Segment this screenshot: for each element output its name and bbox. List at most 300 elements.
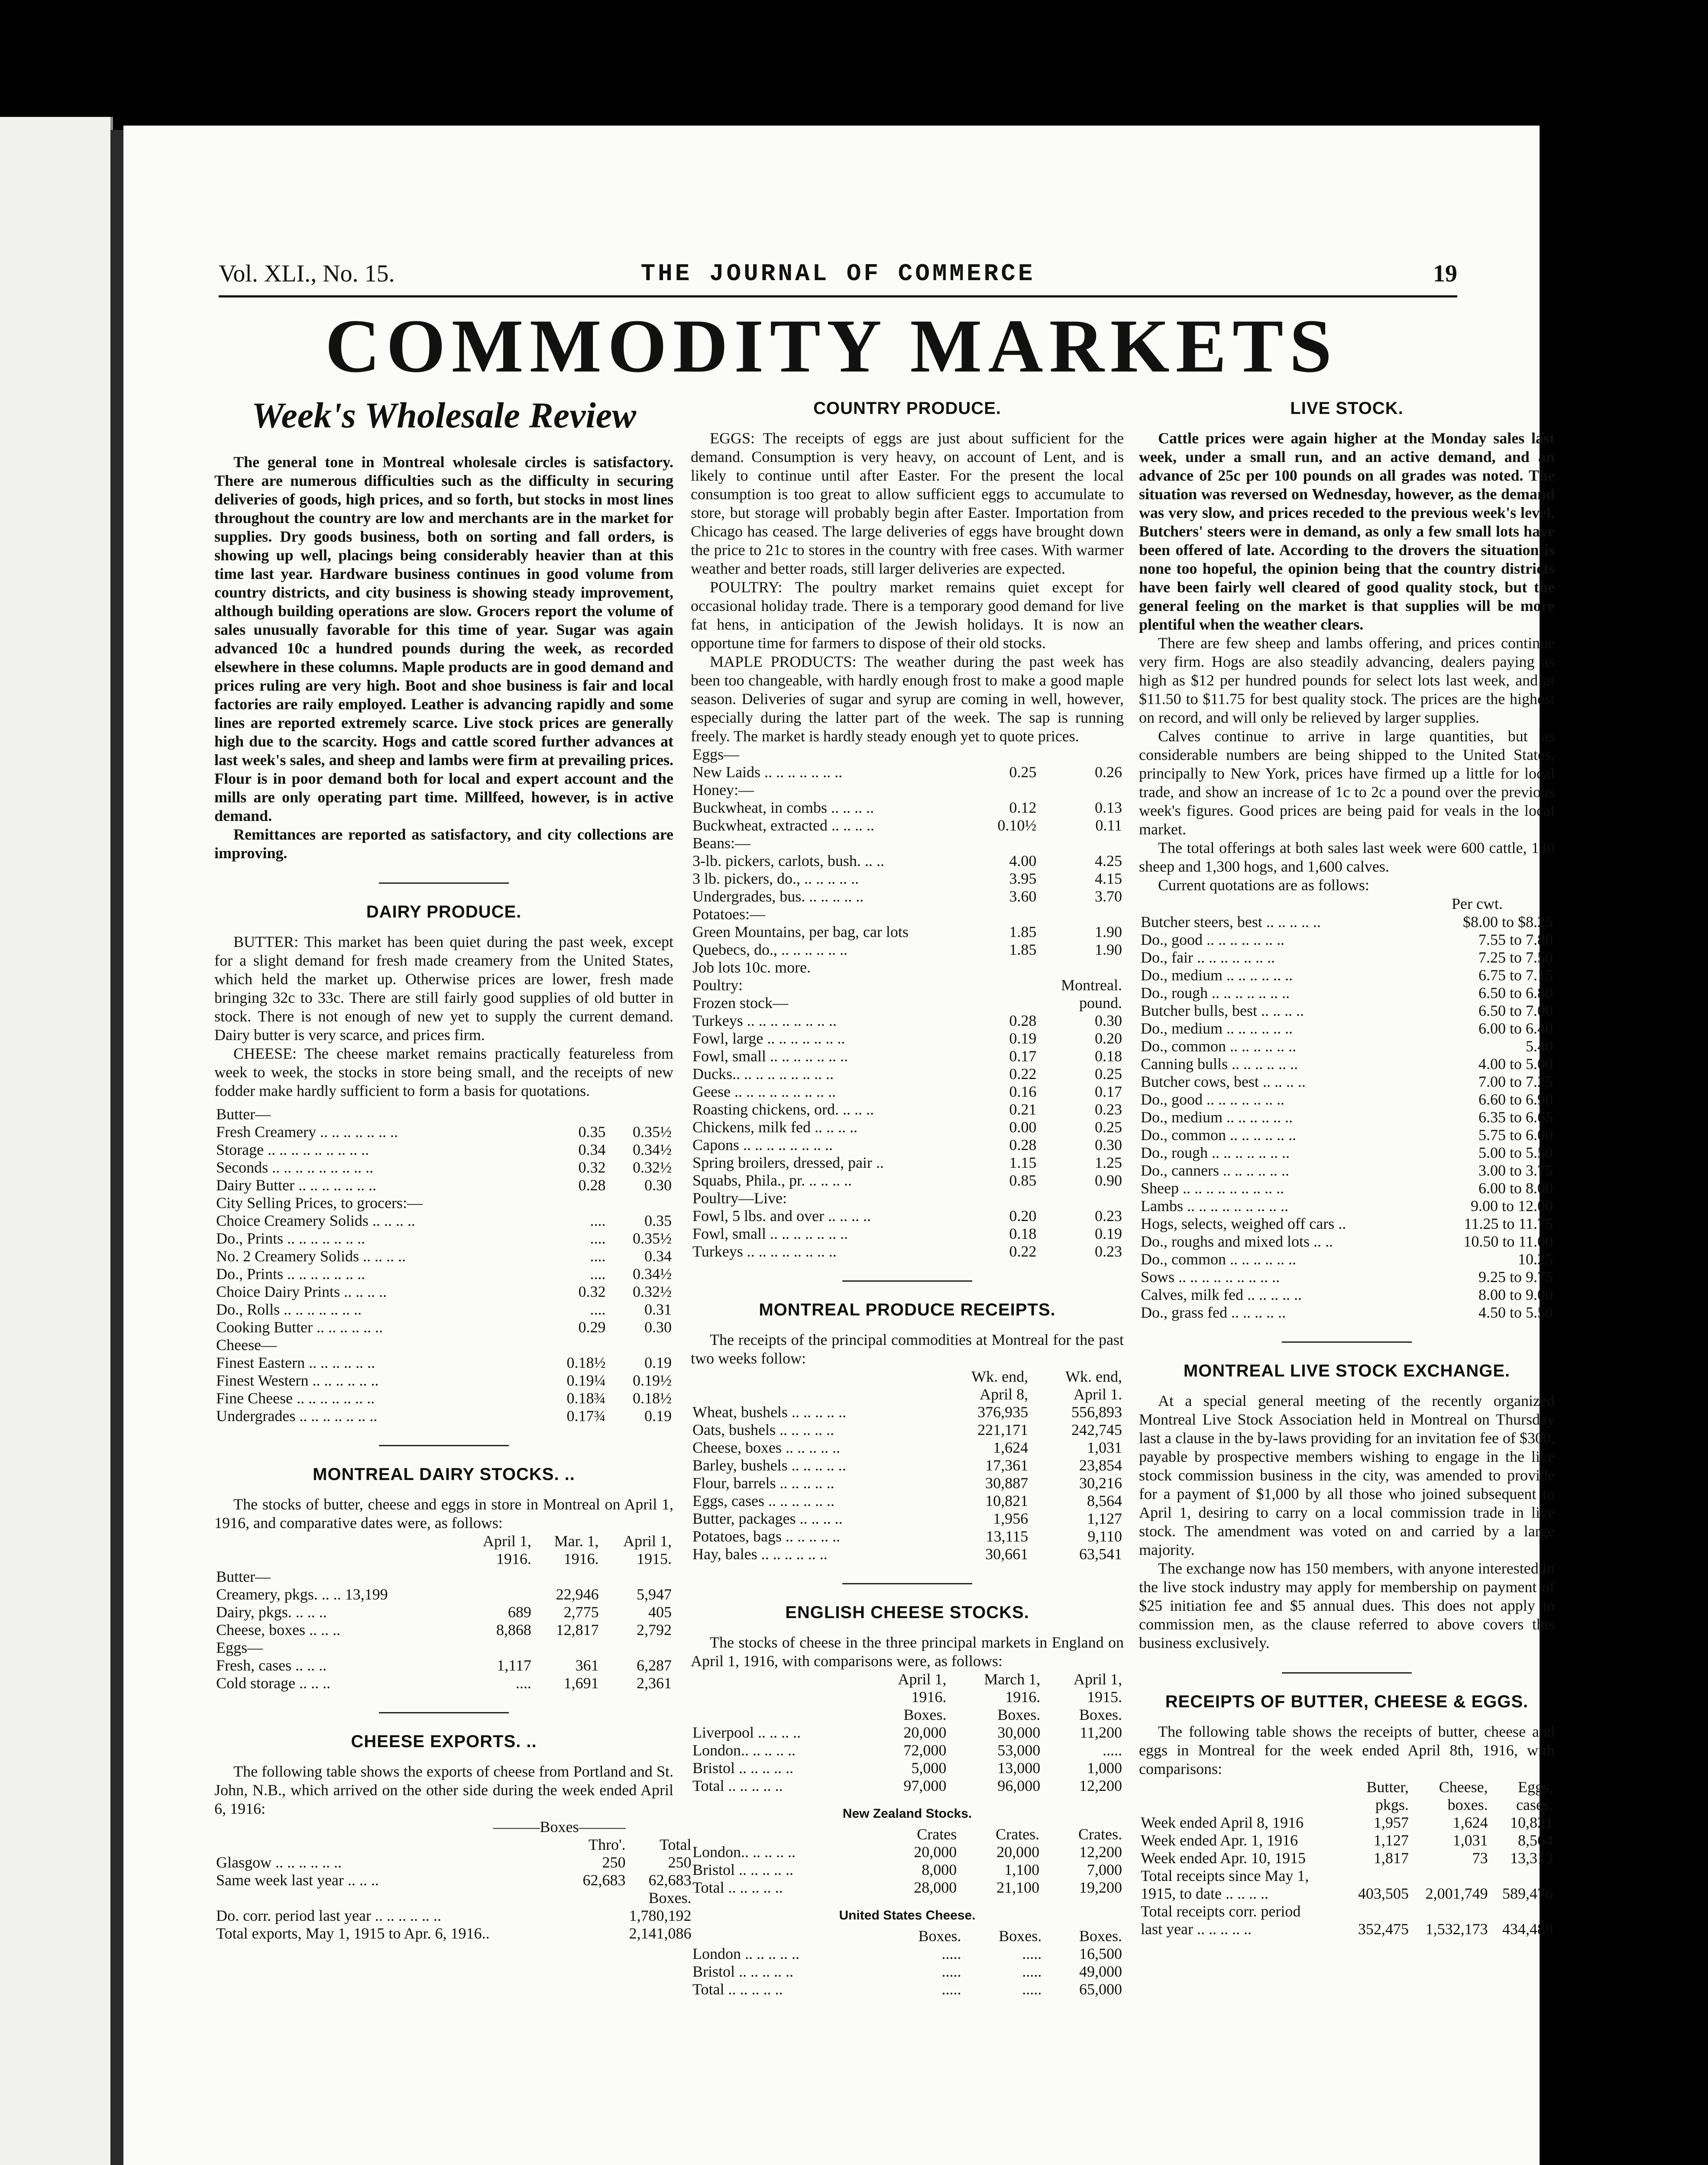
table-header-row	[691, 1927, 1124, 1945]
row-label: Choice Creamery Solids .. .. .. ..	[216, 1212, 415, 1229]
row-label	[691, 1671, 867, 1688]
row-value	[1038, 959, 1124, 976]
section-divider	[1282, 1672, 1412, 1674]
live-stock-row	[1139, 1197, 1555, 1215]
row-value	[607, 1105, 673, 1123]
dairy-stocks-row	[214, 1568, 673, 1586]
row-label: Potatoes, bags .. .. .. .. ..	[692, 1528, 840, 1545]
dairy-price-row	[214, 1212, 673, 1230]
english-cheese-title: ENGLISH CHEESE STOCKS.	[785, 1603, 1029, 1622]
row-value: 1916.	[496, 1550, 531, 1567]
row-value	[607, 1336, 673, 1354]
row-value	[533, 1568, 601, 1586]
produce-price-row	[691, 1154, 1124, 1172]
row-value: 0.32	[578, 1159, 606, 1176]
row-value: 376,935	[977, 1403, 1029, 1421]
cheese-exports-row	[214, 1925, 693, 1942]
bce-table	[1139, 1778, 1555, 1938]
row-value: 72,000	[903, 1742, 947, 1759]
bce-title: RECEIPTS OF BUTTER, CHEESE & EGGS.	[1165, 1692, 1529, 1711]
row-label: Seconds .. .. .. .. .. .. .. .. ..	[216, 1159, 373, 1176]
row-label: Undergrades .. .. .. .. .. .. ..	[216, 1407, 378, 1425]
live-stock-title: LIVE STOCK.	[1290, 399, 1404, 418]
row-value: 0.28	[1009, 1012, 1037, 1029]
row-value: 0.28	[578, 1176, 606, 1194]
section-divider	[1282, 1341, 1412, 1343]
nz-stocks-row	[691, 1879, 1124, 1897]
row-value	[982, 1189, 1038, 1207]
nz-stocks-row	[691, 1861, 1124, 1879]
row-value: 1.85	[1009, 941, 1037, 958]
row-value: 6.00 to 8.00	[1478, 1179, 1553, 1197]
dairy-price-row	[214, 1318, 673, 1336]
row-value: 1,127	[1373, 1832, 1409, 1849]
row-value: cases.	[1516, 1796, 1553, 1813]
produce-receipts-row	[691, 1510, 1124, 1528]
row-label: Fowl, large .. .. .. .. .. .. ..	[692, 1030, 845, 1047]
row-value: 10.25	[1518, 1251, 1553, 1268]
row-label: Turkeys .. .. .. .. .. .. .. ..	[692, 1243, 837, 1260]
row-value: April 1.	[1074, 1386, 1122, 1403]
row-label: Glasgow .. .. .. .. .. ..	[216, 1854, 342, 1871]
row-value: 12,200	[1079, 1777, 1122, 1794]
section-divider	[379, 882, 509, 884]
row-label: Eggs, cases .. .. .. .. .. ..	[692, 1492, 835, 1509]
table-header-row	[691, 1671, 1124, 1688]
produce-price-row	[691, 923, 1124, 941]
row-value: 5.40	[1526, 1037, 1553, 1055]
produce-price-row	[691, 1189, 1124, 1207]
row-label: Do., medium .. .. .. .. .. ..	[1141, 1020, 1293, 1037]
dairy-price-row	[214, 1407, 673, 1425]
row-value: ....	[590, 1230, 606, 1247]
row-value: 1.15	[1009, 1154, 1037, 1171]
row-value	[533, 1639, 601, 1657]
us-cheese-title: United States Cheese.	[839, 1908, 976, 1923]
row-value: 10.50 to 11.00	[1463, 1233, 1553, 1250]
row-value: 12,817	[556, 1621, 599, 1638]
nz-stocks-row	[691, 1843, 1124, 1861]
volume-number: Vol. XLI., No. 15.	[219, 260, 395, 287]
row-value: 0.32	[578, 1283, 606, 1300]
row-label: Do., roughs and mixed lots .. ..	[1141, 1233, 1333, 1250]
row-label: Beans:—	[692, 834, 750, 852]
live-stock-row	[1139, 1091, 1555, 1108]
us-cheese-row	[691, 1963, 1124, 1981]
row-value: 0.19	[644, 1407, 672, 1425]
row-value: 0.25	[1009, 763, 1037, 781]
row-value: 0.30	[1095, 1012, 1122, 1029]
section-divider	[379, 1445, 509, 1446]
row-label: Fowl, 5 lbs. and over .. .. .. ..	[692, 1207, 871, 1225]
row-value	[541, 1105, 608, 1123]
row-label: Total .. .. .. .. ..	[692, 1981, 783, 1998]
row-label: Do., canners .. .. .. .. .. ..	[1141, 1162, 1289, 1179]
row-value: 1,624	[1452, 1814, 1488, 1831]
row-label	[1139, 1778, 1346, 1796]
row-label: Capons .. .. .. .. .. .. .. ..	[692, 1136, 833, 1154]
row-label: Eggs—	[216, 1639, 263, 1656]
row-value: 0.18	[1009, 1225, 1037, 1242]
produce-price-row	[691, 976, 1124, 994]
produce-receipts-row	[691, 1492, 1124, 1510]
dairy-stocks-row	[214, 1621, 673, 1639]
row-label	[691, 1688, 867, 1706]
row-value: Eggs,	[1518, 1778, 1553, 1796]
english-cheese-text: The stocks of cheese in the three principal markets in England on April 1, 1916, with comparisons were, as follows:	[691, 1634, 1124, 1670]
row-label	[691, 1706, 867, 1724]
row-value	[1346, 1903, 1410, 1920]
row-value	[982, 746, 1038, 763]
live-stock-row	[1139, 1020, 1555, 1037]
row-value	[1490, 1903, 1555, 1920]
row-value: 3.00 to 3.75	[1478, 1162, 1553, 1179]
dairy-price-row	[214, 1159, 673, 1176]
row-label: London.. .. .. .. ..	[692, 1843, 796, 1861]
live-stock-text-2: There are few sheep and lambs offering, and prices continue very firm. Hogs are also steadily advancing, dealers paying as high as $12 per hundred pounds for select lots last week, and at $11.50 to $11.75 for best quality stock. The prices are the highest on record, and will only be relieved by larger supplies.	[1139, 634, 1555, 726]
row-value: 1,031	[1452, 1832, 1488, 1849]
produce-receipts-row	[691, 1403, 1124, 1421]
row-value: 6.75 to 7.15	[1478, 966, 1553, 984]
dairy-stocks-row	[214, 1586, 673, 1603]
produce-receipts-text: The receipts of the principal commodities at Montreal for the past two weeks follow:	[691, 1331, 1124, 1367]
produce-price-table	[691, 746, 1124, 1260]
row-value: 0.23	[1095, 1207, 1122, 1225]
row-value: April 1,	[623, 1532, 672, 1550]
row-value: 1,117	[497, 1657, 531, 1674]
row-value: 1916.	[1005, 1688, 1041, 1706]
cheese-exports-title: CHEESE EXPORTS. ..	[351, 1732, 537, 1751]
row-label: Choice Dairy Prints .. .. .. ..	[216, 1283, 387, 1300]
row-value: 1.85	[1009, 923, 1037, 940]
row-value: 65,000	[1079, 1981, 1122, 1998]
row-value: 689	[508, 1603, 531, 1621]
row-value: 13,000	[997, 1759, 1041, 1777]
row-label: New Laids .. .. .. .. .. .. ..	[692, 763, 842, 781]
row-value: 1,532,173	[1425, 1920, 1488, 1938]
row-value	[601, 1639, 673, 1657]
row-value	[1410, 1903, 1490, 1920]
live-stock-table	[1139, 913, 1555, 1322]
row-value: 4.25	[1095, 852, 1122, 869]
row-value: 1,956	[993, 1510, 1029, 1527]
row-value	[460, 1568, 533, 1586]
live-stock-row	[1139, 984, 1555, 1002]
row-value: 8,868	[496, 1621, 531, 1638]
row-value: 1.90	[1095, 941, 1122, 958]
row-label: Do., Prints .. .. .. .. .. .. ..	[216, 1265, 366, 1283]
produce-price-row	[691, 1172, 1124, 1189]
row-label: Flour, barrels .. .. .. .. ..	[692, 1474, 835, 1492]
row-value: 0.16	[1009, 1083, 1037, 1100]
row-value: April 1,	[482, 1532, 531, 1550]
table-header-row	[691, 1706, 1124, 1724]
cheese-exports-row	[214, 1871, 693, 1889]
dairy-price-row	[214, 1372, 673, 1389]
bce-row	[1139, 1903, 1555, 1920]
produce-price-row	[691, 1065, 1124, 1083]
row-value: boxes.	[1447, 1796, 1488, 1813]
row-label: London .. .. .. .. ..	[692, 1945, 799, 1962]
row-value: 8,000	[922, 1861, 957, 1878]
exchange-text-1: At a special general meeting of the recently organized Montreal Live Stock Association held in Montreal on Thursday last a clause in the by-laws providing for an invitation fee of $300, payable by prospective members wishing to engage in the live stock commission business in the city, was amended to provide for a payment of $1,000 by all those who joined subsequent to April 1, desiring to carry on a local commission trade in live stock. The amendment was voted on and carried by a large majority.	[1139, 1392, 1555, 1558]
row-value: 7,000	[1087, 1861, 1122, 1878]
row-value: 0.22	[1009, 1243, 1037, 1260]
review-title: Week's Wholesale Review	[251, 395, 637, 436]
row-label	[214, 1836, 491, 1854]
row-value: 1,817	[1373, 1849, 1409, 1867]
live-stock-row	[1139, 966, 1555, 984]
row-label: No. 2 Creamery Solids .. .. .. ..	[216, 1247, 406, 1265]
row-value: 0.35½	[633, 1230, 672, 1247]
produce-price-row	[691, 870, 1124, 888]
row-value: 0.26	[1095, 763, 1122, 781]
row-label: Cold storage .. .. ..	[216, 1674, 330, 1692]
row-value: 0.28	[1009, 1136, 1037, 1154]
row-value: 30,887	[985, 1474, 1029, 1492]
row-value: 434,489	[1502, 1920, 1553, 1938]
live-stock-row	[1139, 1179, 1555, 1197]
produce-receipts-row	[691, 1528, 1124, 1545]
row-label: Buckwheat, extracted .. .. .. ..	[692, 817, 874, 834]
row-value: 0.31	[644, 1301, 672, 1318]
row-label: Do., rough .. .. .. .. .. .. ..	[1141, 984, 1290, 1002]
row-value: 5.00 to 5.50	[1478, 1144, 1553, 1161]
row-value: 0.13	[1095, 799, 1122, 816]
cheese-exports-row	[214, 1907, 693, 1925]
dairy-stocks-row	[214, 1603, 673, 1621]
row-label: Cheese—	[216, 1336, 277, 1354]
row-value	[541, 1194, 608, 1212]
live-stock-row	[1139, 1251, 1555, 1268]
row-label: Do., fair .. .. .. .. .. .. ..	[1141, 949, 1275, 966]
running-header	[219, 260, 1457, 291]
dairy-stocks-title: MONTREAL DAIRY STOCKS. ..	[313, 1465, 575, 1484]
row-value	[982, 976, 1038, 994]
dairy-price-row	[214, 1141, 673, 1159]
row-label: Do., medium .. .. .. .. .. ..	[1141, 966, 1293, 984]
row-value: 4.00 to 5.00	[1478, 1055, 1553, 1073]
row-value: 11,200	[1080, 1724, 1122, 1741]
newspaper-page	[123, 126, 1555, 2165]
row-value: 250	[602, 1854, 626, 1871]
produce-price-row	[691, 1030, 1124, 1047]
row-value: .....	[1022, 1963, 1042, 1980]
row-value: 10,821	[985, 1492, 1029, 1509]
row-value: 7.00 to 7.25	[1478, 1073, 1553, 1090]
live-stock-text-3: Calves continue to arrive in large quantities, but as considerable numbers are being shipped to the United States, principally to New York, prices have firmed up a little for local trade, and show an increase of 1c to 2c a pound over the previous week's figures. Good prices are being paid for veals in the local market.	[1139, 727, 1555, 838]
row-value: 17,361	[985, 1457, 1029, 1474]
row-value: Total	[659, 1836, 692, 1853]
row-value: .....	[941, 1981, 961, 1998]
dairy-stocks-text: The stocks of butter, cheese and eggs in store in Montreal on April 1, 1916, and comparative dates were, as follows:	[214, 1496, 673, 1532]
row-value: 4.15	[1095, 870, 1122, 887]
dairy-stocks-table	[214, 1532, 673, 1692]
row-value: 8,564	[1518, 1832, 1553, 1849]
cheese-text: CHEESE: The cheese market remains practically featureless from week to week, the stocks in store being small, and the receipts of new fodder make hardly sufficient to form a basis for quotations.	[214, 1045, 673, 1099]
produce-receipts-row	[691, 1439, 1124, 1457]
live-stock-text-5: Current quotations are as follows:	[1158, 876, 1369, 894]
row-value: 3.60	[1009, 888, 1037, 905]
row-value: 0.19¼	[566, 1372, 606, 1389]
row-label	[691, 1826, 877, 1843]
row-value: Boxes.	[648, 1889, 692, 1906]
row-value: 6.50 to 7.00	[1478, 1002, 1553, 1019]
row-label: Week ended April 8, 1916	[1141, 1814, 1304, 1831]
row-label: Week ended Apr. 1, 1916	[1141, 1832, 1298, 1849]
row-value: Boxes.	[999, 1927, 1042, 1945]
produce-receipts-row	[691, 1545, 1124, 1563]
row-value: 0.35	[644, 1212, 672, 1229]
facing-page-edge	[0, 117, 113, 2165]
table-header-row	[691, 1368, 1124, 1386]
row-value: 13,115	[986, 1528, 1029, 1545]
dairy-price-table	[214, 1105, 673, 1425]
row-label: Bristol .. .. .. .. ..	[692, 1759, 794, 1777]
live-stock-row	[1139, 1002, 1555, 1020]
row-value: pkgs.	[1375, 1796, 1409, 1813]
row-value: 556,893	[1071, 1403, 1122, 1421]
row-value: 3.95	[1009, 870, 1037, 887]
row-label: 3 lb. pickers, do., .. .. .. .. ..	[692, 870, 859, 887]
table-header-row	[691, 1386, 1124, 1403]
row-label: Cooking Butter .. .. .. .. .. ..	[216, 1318, 383, 1336]
row-value: 1,127	[1087, 1510, 1122, 1527]
row-value: ....	[590, 1265, 606, 1283]
row-label: Ducks.. .. .. .. .. .. .. .. ..	[692, 1065, 834, 1082]
row-value: 0.32½	[633, 1159, 672, 1176]
cheese-exports-row	[214, 1889, 693, 1907]
row-value: Crates	[917, 1826, 957, 1843]
row-value: 0.29	[578, 1318, 606, 1336]
section-divider	[842, 1583, 972, 1584]
live-stock-text-4: The total offerings at both sales last week were 600 cattle, 130 sheep and 1,300 hogs, and 1,600 calves.	[1139, 839, 1555, 875]
dairy-price-row	[214, 1389, 673, 1407]
row-value: 5,947	[637, 1586, 672, 1603]
row-value: April 1,	[1074, 1671, 1122, 1688]
country-produce-title: COUNTRY PRODUCE.	[813, 399, 1001, 418]
row-value: 0.19	[644, 1354, 672, 1371]
dairy-price-row	[214, 1265, 673, 1283]
row-value: 28,000	[914, 1879, 957, 1896]
binding-gutter	[110, 130, 123, 2165]
row-value: 2,775	[563, 1603, 599, 1621]
produce-price-row	[691, 1136, 1124, 1154]
row-value: 0.17¾	[566, 1407, 606, 1425]
row-value: 0.19	[1009, 1030, 1037, 1047]
live-stock-row	[1139, 1304, 1555, 1322]
row-value: 13,313	[1510, 1849, 1553, 1867]
row-value: 405	[648, 1603, 672, 1621]
produce-price-row	[691, 1012, 1124, 1030]
row-label: Do., good .. .. .. .. .. .. ..	[1141, 1091, 1284, 1108]
produce-price-row	[691, 763, 1124, 781]
row-value: 1,624	[993, 1439, 1029, 1456]
row-label: Butter—	[216, 1568, 271, 1585]
row-value	[1038, 1189, 1124, 1207]
row-label: Green Mountains, per bag, car lots	[692, 923, 909, 940]
produce-price-row	[691, 799, 1124, 817]
us-cheese-row	[691, 1945, 1124, 1963]
row-value: 1,031	[1087, 1439, 1122, 1456]
row-value: .....	[941, 1963, 961, 1980]
produce-price-row	[691, 905, 1124, 923]
row-label: Do., common .. .. .. .. .. ..	[1141, 1037, 1296, 1055]
row-value: 7.25 to 7.50	[1478, 949, 1553, 966]
section-divider	[379, 1712, 509, 1713]
row-value: 0.34	[644, 1247, 672, 1265]
row-value: 6.60 to 6.90	[1478, 1091, 1553, 1108]
row-value: Boxes.	[1079, 1706, 1122, 1723]
row-value: 0.19½	[633, 1372, 672, 1389]
row-value: 0.18½	[566, 1354, 606, 1371]
column-right	[1139, 394, 1555, 1938]
masthead: COMMODITY MARKETS	[325, 304, 1338, 388]
row-value: 1916.	[911, 1688, 947, 1706]
row-value: 1915.	[637, 1550, 672, 1567]
row-label: Poultry—Live:	[692, 1189, 787, 1207]
row-value: 11.25 to 11.75	[1464, 1215, 1553, 1232]
row-value: 403,505	[1358, 1885, 1409, 1902]
produce-price-row	[691, 1101, 1124, 1118]
row-value	[607, 1194, 673, 1212]
row-label: Butcher steers, best .. .. .. .. ..	[1141, 913, 1321, 931]
row-label	[214, 1889, 491, 1907]
live-stock-row	[1139, 1144, 1555, 1162]
row-value: 6,287	[637, 1657, 672, 1674]
row-value: 30,000	[997, 1724, 1041, 1741]
row-label: Hay, bales .. .. .. .. .. ..	[692, 1545, 828, 1563]
row-value: 0.25	[1095, 1065, 1122, 1082]
row-value: ———Boxes———	[493, 1818, 626, 1835]
header-rule	[219, 295, 1457, 297]
row-label: Finest Eastern .. .. .. .. .. ..	[216, 1354, 375, 1371]
row-value: 21,100	[996, 1879, 1040, 1896]
row-value	[541, 1336, 608, 1354]
row-label: Do., common .. .. .. .. .. ..	[1141, 1126, 1296, 1144]
row-value	[1038, 781, 1124, 799]
row-value: 0.30	[644, 1318, 672, 1336]
row-label: Do. corr. period last year .. .. .. .. .. ..	[216, 1907, 441, 1924]
row-value: 9.00 to 12.00	[1470, 1197, 1553, 1215]
row-label: Bristol .. .. .. .. ..	[692, 1861, 794, 1878]
us-cheese-table	[691, 1927, 1124, 1998]
row-label: Total exports, May 1, 1915 to Apr. 6, 1916..	[216, 1925, 490, 1942]
row-label: Do., good .. .. .. .. .. .. ..	[1141, 931, 1284, 948]
row-label	[691, 1368, 936, 1386]
produce-price-row	[691, 1225, 1124, 1243]
row-label: Fresh Creamery .. .. .. .. .. .. ..	[216, 1123, 398, 1141]
dairy-price-row	[214, 1176, 673, 1194]
row-label: Fresh, cases .. .. ..	[216, 1657, 327, 1674]
row-label	[691, 1386, 936, 1403]
row-label	[214, 1818, 491, 1836]
row-value: Boxes.	[1079, 1927, 1122, 1945]
row-value: 1915.	[1087, 1688, 1122, 1706]
live-stock-row	[1139, 1162, 1555, 1179]
row-value: 0.32½	[633, 1283, 672, 1300]
row-label: Fine Cheese .. .. .. .. .. .. ..	[216, 1389, 375, 1407]
row-value: 9,110	[1087, 1528, 1122, 1545]
table-header-row	[691, 1826, 1124, 1843]
bce-row	[1139, 1832, 1555, 1849]
row-value: 0.34½	[633, 1141, 672, 1158]
row-value: 0.11	[1095, 817, 1122, 834]
row-label: last year .. .. .. .. ..	[1141, 1920, 1252, 1938]
row-value: Wk. end,	[971, 1368, 1029, 1385]
row-value: April 1,	[898, 1671, 947, 1688]
row-value: 4.00	[1009, 852, 1037, 869]
